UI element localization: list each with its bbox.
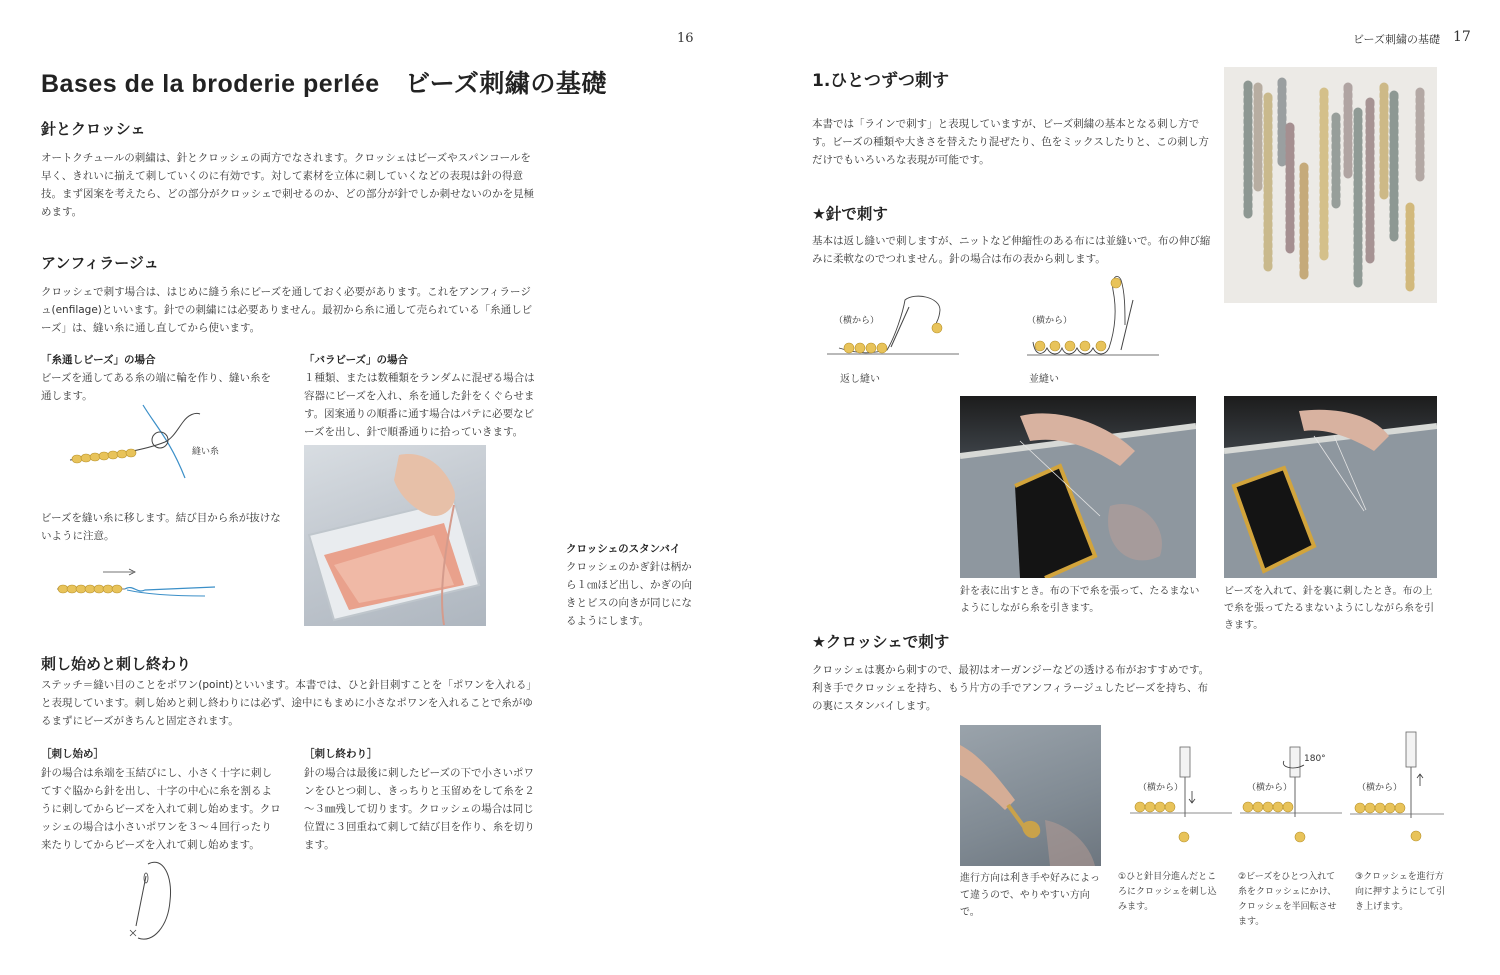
page-number-right: 17	[1453, 29, 1471, 45]
label-step3-side: （横から）	[1357, 783, 1403, 793]
text-start: 針の場合は糸端を玉結びにし、小さく十字に刺してすぐ脇から針を出し、十字の中心に糸を割るように刺してからビーズを入れて刺し始めます。クロッシェの場合は小さいポワンを３～４回行ったり来たりしてからビーズを入れて刺し始めます。	[41, 767, 281, 851]
label-step2-side: （横から）	[1247, 783, 1293, 793]
paragraph-start-and-end: ステッチ＝縫い目のことをポワン(point)といいます。本書では、ひと針目刺すことを「ポワンを入れる」と表現しています。刺し始めと刺し終わりには必ず、途中にもまめに小さなポワンを入れることで糸がゆるまずにビーズがきちんと固定されます。	[41, 679, 537, 727]
caption-crochet-direction: 進行方向は利き手や好みによって違うので、やりやすい方向で。	[960, 873, 1100, 918]
heading-needle-stitch: ★針で刺す	[812, 205, 888, 223]
running-stitch-diagram	[1025, 270, 1165, 365]
label-rotate-180: 180°	[1304, 754, 1326, 764]
start-stitch-diagram	[118, 856, 183, 946]
heading-one-by-one: 1.ひとつずつ刺す	[812, 71, 949, 91]
heading-needle-and-crochet: 針とクロッシェ	[41, 120, 146, 138]
paragraph-needle-and-crochet: オートクチュールの刺繍は、針とクロッシェの両方でなされます。クロッシェはビーズやスパンコールを早く、きれいに揃えて刺していくのに有効です。対して素材を立体に刺していくなどの表現は針の得意技。まず図案を考えたら、どの部分がクロッシェで刺せるのか、どの部分が針でしか刺せないのかを見極めます。	[41, 152, 535, 218]
text-step3: ③クロッシェを進行方向に押すようにして引き上げます。	[1355, 872, 1446, 912]
text-transfer-beads: ビーズを縫い糸に移します。結び目から糸が抜けないように注意。	[41, 512, 281, 542]
heading-start-and-end: 刺し始めと刺し終わり	[41, 655, 192, 673]
photo-bead-lines-sample	[1224, 67, 1437, 303]
label-side-view-1: （横から）	[834, 316, 880, 326]
caption-needle-out: 針を表に出すとき。布の下で糸を張って、たるまないようにしながら糸を引きます。	[960, 586, 1200, 614]
subheading-threaded-beads: 「糸通しビーズ」の場合	[41, 354, 156, 366]
page-number-left: 16	[677, 31, 694, 46]
photo-needle-in	[1224, 396, 1437, 578]
subheading-end: ［刺し終わり］	[304, 748, 378, 760]
text-threaded-beads: ビーズを通してある糸の端に輪を作り、縫い糸を通します。	[41, 372, 272, 402]
photo-crochet-hold	[960, 725, 1101, 866]
heading-crochet-stitch: ★クロッシェで刺す	[812, 633, 950, 651]
text-step1: ①ひと針目分進んだところにクロッシェを刺し込みます。	[1118, 872, 1217, 912]
running-head: ビーズ刺繍の基礎	[1353, 33, 1441, 46]
paragraph-crochet-stitch: クロッシェは裏から刺すので、最初はオーガンジーなどの透ける布がおすすめです。利き手でクロッシェを持ち、もう片方の手でアンフィラージュしたビーズを持ち、布の裏にスタンバイします。	[812, 664, 1210, 712]
text-step2: ②ビーズをひとつ入れて糸をクロッシェにかけ、クロッシェを半回転させます。	[1238, 872, 1337, 927]
photo-needle-out	[960, 396, 1196, 578]
backstitch-diagram	[825, 292, 965, 362]
paragraph-one-by-one: 本書では「ラインで刺す」と表現していますが、ビーズ刺繍の基本となる刺し方です。ビーズの種類や大きさを替えたり混ぜたり、色をミックスしたりと、この刺し方だけでもいろいろな表現が可能です。	[812, 118, 1209, 166]
paragraph-needle-stitch: 基本は返し縫いで刺しますが、ニットなど伸縮性のある布には並縫いで。布の伸び縮みに柔軟なのでつれません。針の場合は布の表から刺します。	[812, 235, 1211, 265]
photo-loose-beads	[304, 445, 486, 626]
step2-diagram	[1238, 745, 1350, 845]
text-end: 針の場合は最後に刺したビーズの下で小さいポワンをひとつ刺し、きっちりと玉留めをして糸を２～３㎜残して切ります。クロッシェの場合は同じ位置に３回重ねて刺して結び目を作り、糸を切ります。	[304, 767, 535, 851]
subheading-start: ［刺し始め］	[41, 748, 104, 760]
right-page	[750, 0, 1500, 975]
caption-running-stitch: 並縫い	[1029, 374, 1059, 385]
text-crochet-standby: クロッシェのかぎ針は柄から１㎝ほど出し、かぎの向きとビスの向きが同じになるようにします。	[566, 561, 692, 627]
step1-diagram	[1128, 745, 1240, 845]
label-sewing-thread: 縫い糸	[192, 447, 220, 457]
subheading-loose-beads: 「バラビーズ」の場合	[304, 354, 409, 366]
heading-enfilage: アンフィラージュ	[41, 254, 159, 272]
step3-diagram	[1348, 730, 1448, 845]
paragraph-enfilage: クロッシェで刺す場合は、はじめに縫う糸にビーズを通しておく必要があります。これをアンフィラージュ(enfilage)といいます。針での刺繍には必要ありません。最初から糸に通して売られている「糸通しビーズ」は、縫い糸に通し直してから使います。	[41, 286, 533, 334]
label-step1-side: （横から）	[1138, 783, 1184, 793]
text-loose-beads: １種類、または数種類をランダムに混ぜる場合は容器にビーズを入れ、糸を通した針をくぐらせます。図案通りの順番に通す場合はパテに必要なビーズを出し、針で順番通りに拾っていきます。	[304, 372, 535, 438]
label-side-view-2: （横から）	[1027, 316, 1073, 326]
caption-needle-in: ビーズを入れて、針を裏に刺したとき。布の上で糸を張ってたるまないようにしながら糸を引きます。	[1224, 586, 1434, 631]
page-title: Bases de la broderie perlée ビーズ刺繍の基礎	[41, 70, 607, 98]
beads-moved-diagram	[55, 562, 225, 612]
subheading-crochet-standby: クロッシェのスタンバイ	[566, 543, 681, 555]
caption-backstitch: 返し縫い	[840, 374, 880, 385]
thread-transfer-diagram	[55, 400, 255, 480]
